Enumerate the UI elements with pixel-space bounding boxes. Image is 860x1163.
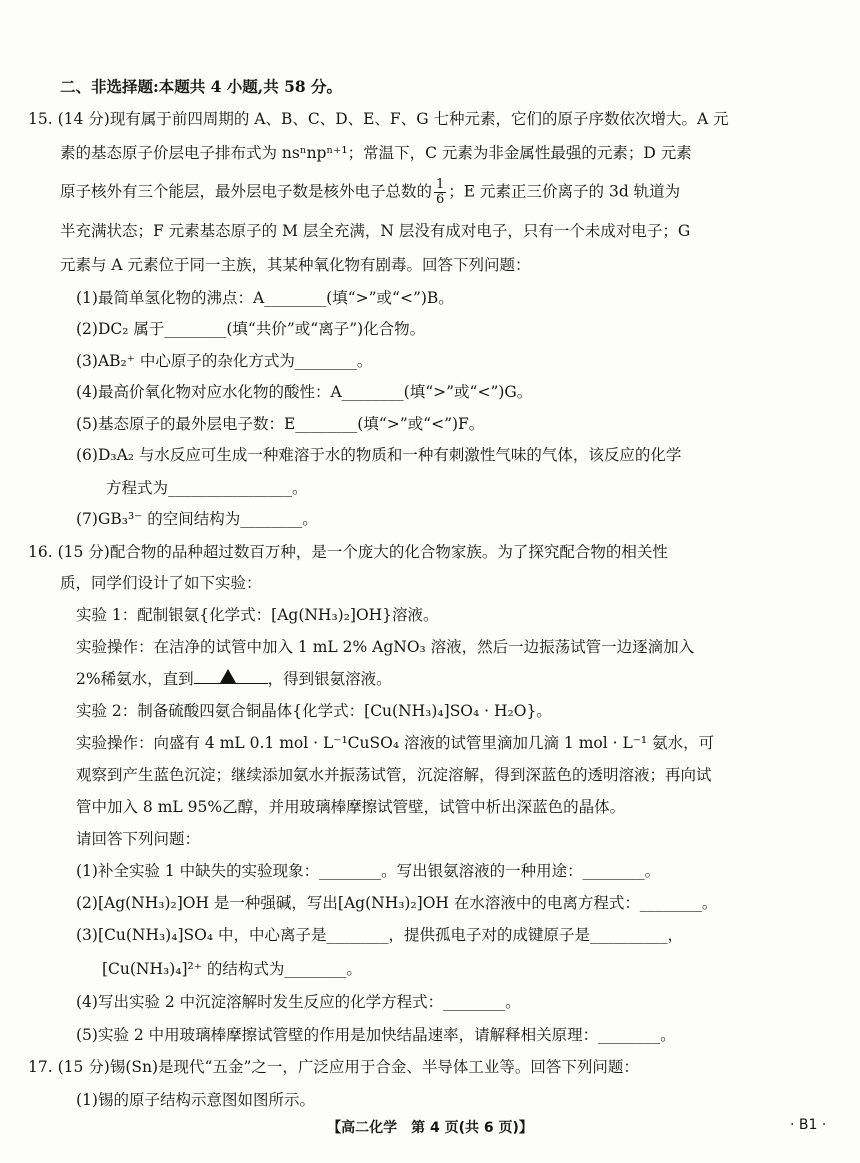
q15-line-5: 元素与 A 元素位于同一主族，其某种氧化物有剧毒。回答下列问题：	[60, 256, 531, 274]
q16-part-1: (1)补全实验 1 中缺失的实验现象：________。写出银氨溶液的一种用途：________。	[76, 862, 661, 880]
section-title: 二、非选择题:本题共 4 小题,共 58 分。	[60, 77, 343, 96]
q15-line-1: 15. (14 分)现有属于前四周期的 A、B、C、D、E、F、G 七种元素，它们的原子序数依次增大。A 元	[28, 110, 729, 128]
q15-part-4: (4)最高价氧化物对应水化物的酸性：A________(填“>”或“<”)G。	[76, 383, 533, 401]
q15-part-2: (2)DC₂ 属于________(填“共价”或“离子”)化合物。	[76, 320, 426, 338]
q15-part-1: (1)最简单氢化物的沸点：A________(填“>”或“<”)B。	[76, 289, 454, 307]
q17-line-1: 17. (15 分)锡(Sn)是现代“五金”之一，广泛应用于合金、半导体工业等。回答下列问题：	[28, 1058, 639, 1076]
q15-line-3b: ；E 元素正三价离子的 3d 轨道为	[448, 182, 681, 201]
answer-blank	[194, 669, 268, 684]
q15-part-6a: (6)D₃A₂ 与水反应可生成一种难溶于水的物质和一种有刺激性气味的气体，该反应的化学	[76, 446, 682, 464]
paper-code: · B1 ·	[790, 1117, 827, 1133]
q16-ask: 请回答下列问题：	[76, 830, 201, 848]
q15-part-7: (7)GB₃³⁻ 的空间结构为________。	[76, 510, 318, 528]
q16-operation-2a: 实验操作：向盛有 4 mL 0.1 mol · L⁻¹CuSO₄ 溶液的试管里滴加几滴 1 mol · L⁻¹ 氨水，可	[76, 734, 715, 752]
q15-part-5: (5)基态原子的最外层电子数：E________(填“>”或“<”)F。	[76, 415, 485, 433]
q16-operation-1a: 实验操作：在洁净的试管中加入 1 mL 2% AgNO₃ 溶液，然后一边振荡试管一边逐滴加入	[76, 638, 695, 656]
q16-line-2: 质，同学们设计了如下实验：	[60, 574, 262, 592]
q16-operation-1b-pre: 2%稀氨水，直到	[76, 670, 194, 688]
q15-part-3: (3)AB₂⁺ 中心原子的杂化方式为________。	[76, 352, 373, 370]
q16-experiment-1: 实验 1：配制银氨{化学式：[Ag(NH₃)₂]OH}溶液。	[76, 606, 439, 624]
q15-part-6b: 方程式为________________。	[106, 479, 308, 497]
q16-operation-2c: 管中加入 8 mL 95%乙醇，并用玻璃棒摩擦试管壁，试管中析出深蓝色的晶体。	[76, 798, 626, 816]
fraction-one-sixth	[434, 178, 446, 207]
q16-experiment-2: 实验 2：制备硫酸四氨合铜晶体{化学式：[Cu(NH₃)₄]SO₄ · H₂O}。	[76, 702, 552, 720]
q15-line-3a: 原子核外有三个能层，最外层电子数是核外电子总数的	[60, 182, 433, 201]
fraction-denominator: 6	[436, 192, 445, 207]
q17-part-1: (1)锡的原子结构示意图如图所示。	[76, 1091, 315, 1109]
q15-line-3	[60, 178, 680, 207]
q16-operation-2b: 观察到产生蓝色沉淀；继续添加氨水并振荡试管，沉淀溶解，得到深蓝色的透明溶液；再向试	[76, 766, 712, 784]
page-footer: 【高二化学 第 4 页(共 6 页)】	[327, 1120, 533, 1136]
q15-line-2: 素的基态原子价层电子排布式为 nsⁿnpⁿ⁺¹；常温下，C 元素为非金属性最强的元素；D 元素	[60, 144, 692, 162]
q16-operation-1b-post: ，得到银氨溶液。	[267, 670, 392, 688]
triangle-icon	[220, 669, 236, 683]
q15-line-4: 半充满状态；F 元素基态原子的 M 层全充满，N 层没有成对电子，只有一个未成对电子；G	[60, 222, 691, 240]
q16-part-4: (4)写出实验 2 中沉淀溶解时发生反应的化学方程式：________。	[76, 993, 521, 1011]
q16-part-5: (5)实验 2 中用玻璃棒摩擦试管壁的作用是加快结晶速率，请解释相关原理：________。	[76, 1026, 676, 1044]
q16-line-1: 16. (15 分)配合物的品种超过数百万种，是一个庞大的化合物家族。为了探究配合物的相关性	[28, 543, 668, 561]
q16-part-2: (2)[Ag(NH₃)₂]OH 是一种强碱，写出[Ag(NH₃)₂]OH 在水溶液中的电离方程式：________。	[76, 894, 718, 912]
q16-part-3b: [Cu(NH₃)₄]²⁺ 的结构式为________。	[102, 960, 362, 978]
q16-part-3a: (3)[Cu(NH₃)₄]SO₄ 中，中心离子是________，提供孤电子对的成键原子是__________，	[76, 926, 683, 944]
fraction-numerator: 1	[436, 177, 445, 192]
q16-operation-1b	[76, 668, 392, 690]
